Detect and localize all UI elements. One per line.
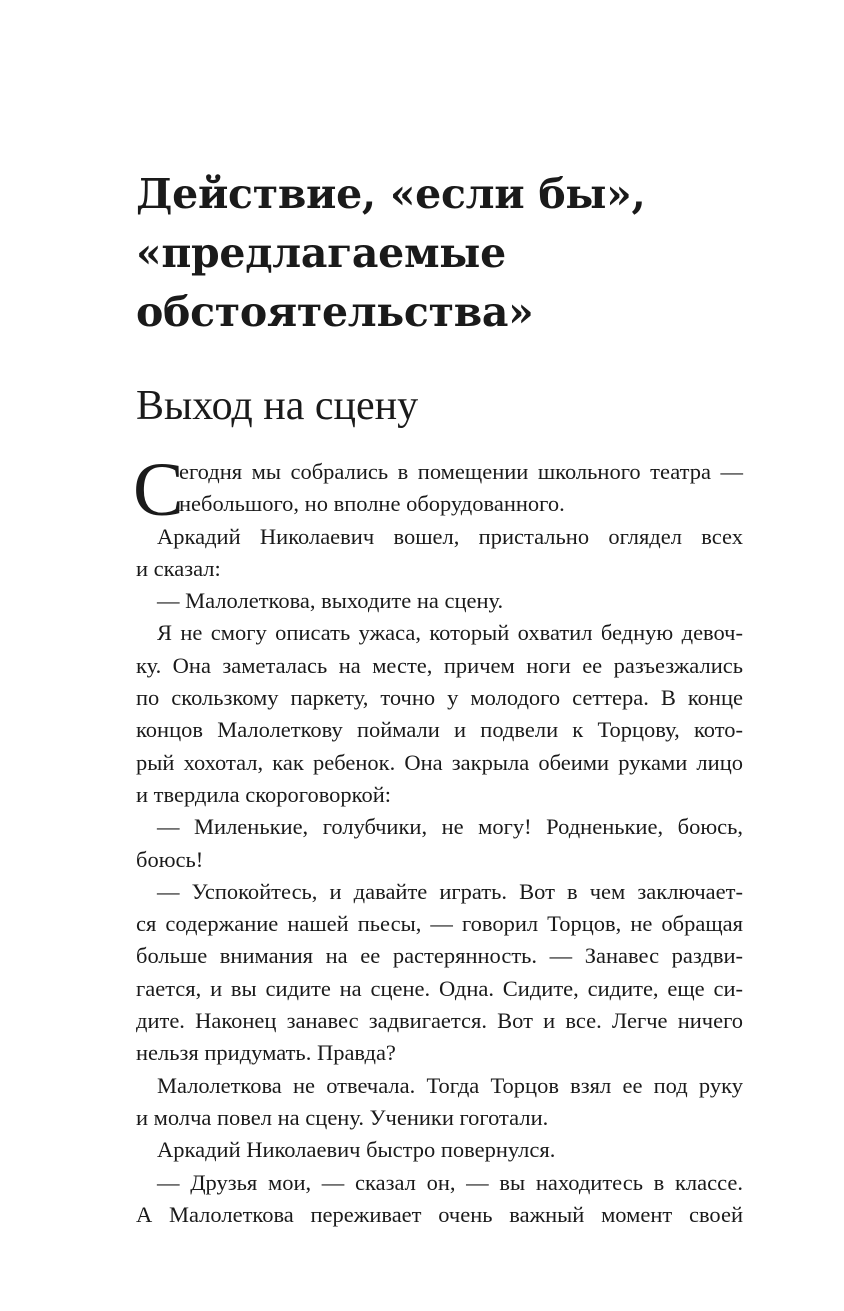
text-line: рый хохотал, как ребенок. Она закрыла обеими руками лицо <box>136 749 743 775</box>
text-line: Я не смогу описать ужаса, который охватил бедную девоч- <box>157 620 743 646</box>
body-text <box>133 448 743 1231</box>
text-line: больше внимания на ее растерянность. — Занавес раздви- <box>136 943 743 969</box>
text-line: Аркадий Николаевич быстро повернулся. <box>157 1137 556 1163</box>
text-line: боюсь! <box>136 846 204 872</box>
drop-cap: С <box>133 448 184 532</box>
chapter-title-line: Действие, «если бы», <box>136 170 646 218</box>
text-line: по скользкому паркету, точно у молодого сеттера. В конце <box>136 685 743 711</box>
section-title: Выход на сцену <box>136 383 419 429</box>
text-line: А Малолеткова переживает очень важный момент своей <box>136 1201 743 1227</box>
text-line: дите. Наконец занавес задвигается. Вот и все. Легче ничего <box>136 1008 743 1034</box>
chapter-title-line: «предлагаемые <box>136 229 506 277</box>
text-line: ся содержание нашей пьесы, — говорил Торцов, не обращая <box>136 911 743 937</box>
text-line: небольшого, но вполне оборудованного. <box>179 491 565 517</box>
text-line: концов Малолеткову поймали и подвели к Торцову, кото- <box>136 717 743 743</box>
text-line: ку. Она заметалась на месте, причем ноги ее разъезжались <box>136 652 743 678</box>
chapter-title-line: обстоятельства» <box>136 288 534 336</box>
text-lines <box>136 521 743 1232</box>
text-line: гается, и вы сидите на сцене. Одна. Сидите, сидите, еще си- <box>136 975 743 1001</box>
text-line: и твердила скороговоркой: <box>136 781 392 807</box>
text-line: и молча повел на сцену. Ученики гоготали. <box>136 1104 549 1130</box>
text-line: и сказал: <box>136 555 221 581</box>
text-line: егодня мы собрались в помещении школьного театра — <box>179 459 743 484</box>
text-line: Малолеткова не отвечала. Тогда Торцов взял ее под руку <box>157 1072 743 1098</box>
text-line: Аркадий Николаевич вошел, пристально оглядел всех <box>157 523 743 549</box>
chapter-title <box>136 165 756 342</box>
text-line: — Друзья мои, — сказал он, — вы находитесь в классе. <box>157 1169 743 1195</box>
opening-paragraph <box>133 448 743 532</box>
text-line: нельзя придумать. Правда? <box>136 1040 396 1066</box>
text-line: — Малолеткова, выходите на сцену. <box>157 588 504 614</box>
text-line: — Миленькие, голубчики, не могу! Родненькие, боюсь, <box>157 814 743 840</box>
text-line: — Успокойтесь, и давайте играть. Вот в чем заключает- <box>157 878 743 904</box>
